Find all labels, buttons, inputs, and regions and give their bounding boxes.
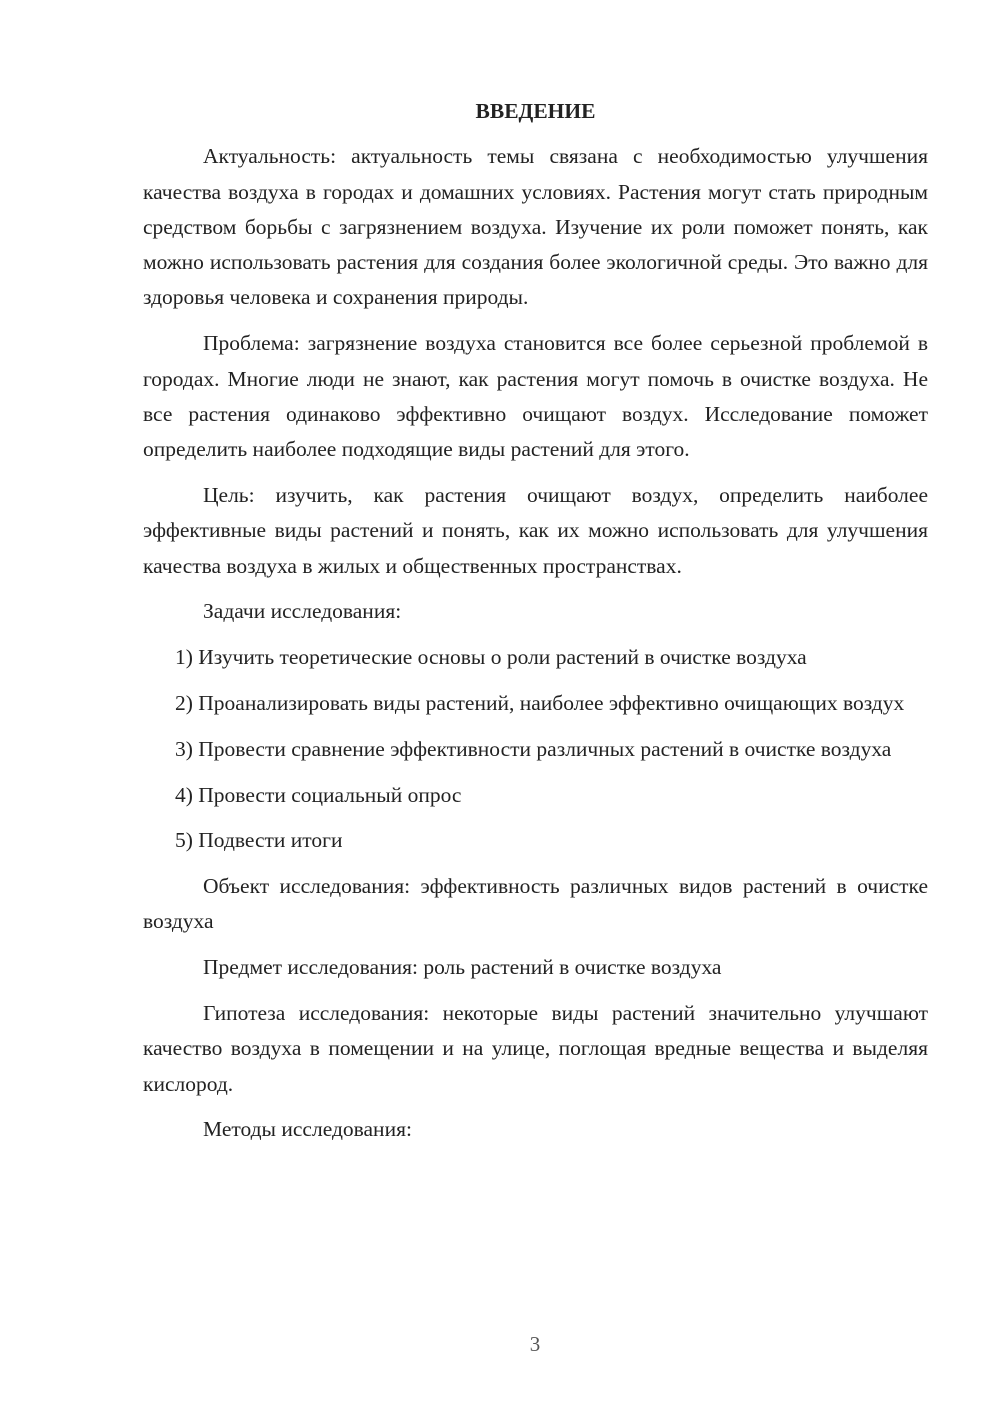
list-item-task-2: 2) Проанализировать виды растений, наиболее эффективно очищающих воздух <box>175 690 905 715</box>
list-item-task-3: 3) Провести сравнение эффективности различных растений в очистке воздуха <box>175 736 892 761</box>
paragraph-problem: Проблема: загрязнение воздуха становится все более серьезной проблемой в городах. Многие люди не знают, как растения могут помочь в очистке воздуха. Не все растения одинаково эффективно очищают воздух. Исследование поможет определить наиболее подходящие виды растений для этого. <box>143 331 928 462</box>
paragraph-relevance: Актуальность: актуальность темы связана с необходимостью улучшения качества воздуха в городах и домашних условиях. Растения могут стать природным средством борьбы с загрязнением воздуха. Изучение их роли поможет понять, как можно использовать растения для создания более экологичной среды. Это важно для здоровья человека и сохранения природы. <box>143 144 928 310</box>
paragraph-hypothesis: Гипотеза исследования: некоторые виды растений значительно улучшают качество воздуха в помещении и на улице, поглощая вредные вещества и выделяя кислород. <box>143 1001 928 1096</box>
document-body <box>143 94 928 1158</box>
paragraph-tasks-heading: Задачи исследования: <box>203 599 402 624</box>
list-item-task-1: 1) Изучить теоретические основы о роли растений в очистке воздуха <box>175 645 807 670</box>
paragraph-methods: Методы исследования: <box>203 1117 412 1142</box>
list-item-task-4: 4) Провести социальный опрос <box>175 782 462 807</box>
paragraph-subject: Предмет исследования: роль растений в очистке воздуха <box>203 955 722 980</box>
list-item-task-5: 5) Подвести итоги <box>175 828 343 853</box>
paragraph-object: Объект исследования: эффективность различных видов растений в очистке воздуха <box>143 874 928 934</box>
page-number: 3 <box>529 1332 541 1356</box>
section-title: ВВЕДЕНИЕ <box>475 99 596 123</box>
paragraph-goal: Цель: изучить, как растения очищают воздух, определить наиболее эффективные виды растений и понять, как их можно использовать для улучшения качества воздуха в жилых и общественных пространствах. <box>143 482 928 578</box>
